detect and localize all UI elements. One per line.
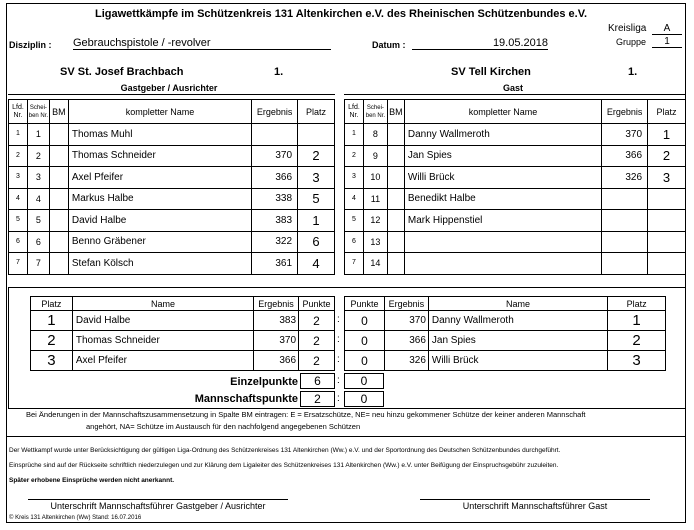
row-lfd: 4 — [352, 194, 356, 202]
summary-guest-name: Danny Wallmeroth — [431, 315, 514, 326]
col-platz: Platz — [298, 100, 335, 124]
summary-home-row — [31, 351, 335, 371]
summary-colon: : — [337, 314, 340, 325]
summary-col-ergebnis: Ergebnis — [254, 297, 299, 311]
summary-home-ergebnis: 370 — [279, 335, 297, 346]
roster-row — [9, 124, 335, 146]
row-scheibe: 9 — [372, 150, 378, 161]
kreisliga-value: A — [652, 23, 682, 35]
summary-home-table — [30, 296, 335, 371]
col-scheiben: Schei- ben Nr. — [27, 100, 49, 124]
row-lfd: 5 — [16, 216, 20, 224]
roster-row — [345, 210, 686, 232]
col-bm: BM — [387, 100, 404, 124]
summary-guest-row — [345, 311, 666, 331]
summary-home-ergebnis: 383 — [279, 315, 297, 326]
summary-home-punkte: 2 — [313, 353, 320, 368]
summary-guest-table — [344, 296, 666, 371]
row-ergebnis: 366 — [275, 171, 293, 183]
summary-platz: 2 — [47, 332, 56, 349]
row-ergebnis: 326 — [625, 171, 643, 183]
summary-home-row — [31, 331, 335, 351]
roster-row — [9, 210, 335, 232]
row-scheibe: 8 — [372, 129, 378, 140]
roster-row — [9, 188, 335, 210]
row-ergebnis: 370 — [625, 128, 643, 140]
row-lfd: 7 — [352, 259, 356, 267]
col-ergebnis: Ergebnis — [252, 100, 298, 124]
summary-col-punkte: Punkte — [299, 297, 335, 311]
summary-platz: 3 — [47, 352, 56, 369]
roster-row — [345, 124, 686, 146]
row-ergebnis: 370 — [275, 150, 293, 162]
row-name: Thomas Muhl — [71, 128, 133, 140]
row-lfd: 6 — [16, 237, 20, 245]
mannschaftspunkte-guest: 0 — [344, 391, 384, 407]
row-ergebnis: 338 — [275, 193, 293, 205]
summary-platz: 1 — [47, 312, 56, 329]
row-name: Benedikt Halbe — [407, 193, 476, 205]
row-name: Axel Pfeifer — [71, 171, 124, 183]
kreisliga-label: Kreisliga — [608, 23, 647, 34]
row-name: Stefan Kölsch — [71, 257, 134, 269]
row-platz: 5 — [312, 191, 320, 207]
row-ergebnis: 322 — [275, 236, 293, 248]
mannschaftspunkte-home: 2 — [300, 391, 335, 407]
home-header-rule — [8, 94, 335, 95]
summary-col-name: Name — [72, 297, 253, 311]
row-scheibe: 13 — [370, 236, 381, 247]
einzelpunkte-colon: : — [337, 375, 340, 386]
row-platz: 4 — [312, 255, 320, 271]
summary-col-punkte: Punkte — [345, 297, 385, 311]
sign-guest-line — [420, 499, 650, 500]
summary-guest-row — [345, 351, 666, 371]
summary-home-name: Axel Pfeifer — [75, 355, 128, 366]
col-ergebnis: Ergebnis — [602, 100, 648, 124]
row-lfd: 1 — [352, 130, 356, 138]
row-scheibe: 14 — [370, 258, 381, 269]
summary-colon: : — [337, 334, 340, 345]
guest-roster-table — [344, 99, 686, 275]
sign-home-label: Unterschrift Mannschaftsführer Gastgeber / Ausrichter — [50, 501, 266, 511]
gruppe-label: Gruppe — [616, 37, 647, 47]
row-name: Danny Wallmeroth — [407, 128, 490, 140]
row-name: Mark Hippenstiel — [407, 214, 483, 226]
bm-note-line-1: Bei Änderungen in der Mannschaftszusammensetzung in Spalte BM eintragen: E = Ersatzschütze, NE= neu hinzu gekommener Schütze der keiner anderen Mannschaft — [26, 410, 586, 419]
row-name: Benno Gräbener — [71, 236, 146, 248]
einzelpunkte-label: Einzelpunkte — [230, 376, 298, 388]
roster-row — [345, 253, 686, 275]
mannschaftspunkte-label: Mannschaftspunkte — [194, 393, 298, 405]
summary-guest-ergebnis: 326 — [409, 355, 426, 366]
col-bm: BM — [49, 100, 68, 124]
datum-label: Datum : — [372, 40, 406, 50]
roster-row — [9, 253, 335, 275]
row-scheibe: 7 — [35, 258, 41, 269]
summary-home-punkte: 2 — [313, 313, 320, 328]
guest-header-rule — [344, 94, 686, 95]
col-name: kompletter Name — [404, 100, 601, 124]
row-platz: 2 — [662, 148, 671, 164]
col-platz: Platz — [648, 100, 686, 124]
gruppe-value: 1 — [652, 36, 682, 48]
row-ergebnis: 383 — [275, 214, 293, 226]
summary-guest-name: Willi Brück — [431, 355, 479, 366]
roster-row — [345, 167, 686, 189]
guest-team-name: SV Tell Kirchen — [451, 66, 531, 78]
row-scheibe: 4 — [35, 193, 41, 204]
row-platz: 3 — [312, 169, 320, 185]
summary-col-platz: Platz — [608, 297, 666, 311]
notes-divider — [6, 436, 686, 437]
row-lfd: 3 — [352, 173, 356, 181]
row-scheibe: 11 — [370, 193, 381, 204]
row-name: Willi Brück — [407, 171, 455, 183]
summary-guest-name: Jan Spies — [431, 335, 476, 346]
summary-col-platz: Platz — [31, 297, 73, 311]
roster-row — [9, 167, 335, 189]
summary-guest-punkte: 0 — [361, 353, 368, 368]
disziplin-value: Gebrauchspistole / -revolver — [73, 37, 331, 50]
rules-line-3: Später erhobene Einsprüche werden nicht anerkannt. — [9, 477, 175, 484]
datum-value: 19.05.2018 — [412, 37, 548, 50]
rules-line-1: Der Wettkampf wurde unter Berücksichtigung der gültigen Liga-Ordnung des Schützenkreises 131 Altenkirchen (Ww.) e.V. und der Sportordnung des Deutschen Schützenbundes durchgeführt. — [9, 447, 561, 454]
summary-guest-row — [345, 331, 666, 351]
form-title: Ligawettkämpfe im Schützenkreis 131 Altenkirchen e.V. des Rheinischen Schützenbundes e.V. — [95, 8, 588, 20]
row-name: Markus Halbe — [71, 193, 134, 205]
summary-guest-ergebnis: 370 — [409, 315, 426, 326]
disziplin-label: Disziplin : — [9, 40, 52, 50]
row-scheibe: 12 — [370, 215, 381, 226]
col-lfd: Lfd. Nr. — [345, 100, 364, 124]
summary-guest-platz: 1 — [632, 312, 641, 329]
row-scheibe: 2 — [35, 150, 41, 161]
home-role: Gastgeber / Ausrichter — [120, 83, 218, 93]
row-lfd: 2 — [352, 151, 356, 159]
row-scheibe: 1 — [35, 129, 41, 140]
home-roster-table — [8, 99, 335, 275]
row-ergebnis: 361 — [275, 257, 293, 269]
col-lfd: Lfd. Nr. — [9, 100, 28, 124]
row-scheibe: 10 — [370, 172, 381, 183]
row-scheibe: 3 — [35, 172, 41, 183]
guest-team-place: 1. — [628, 66, 638, 78]
summary-home-ergebnis: 366 — [279, 355, 297, 366]
col-name: kompletter Name — [68, 100, 251, 124]
einzelpunkte-home: 6 — [300, 373, 335, 389]
row-name: Thomas Schneider — [71, 150, 156, 162]
row-scheibe: 6 — [35, 236, 41, 247]
row-scheibe: 5 — [35, 215, 41, 226]
row-lfd: 6 — [352, 237, 356, 245]
mannschaftspunkte-colon: : — [337, 393, 340, 404]
summary-guest-punkte: 0 — [361, 333, 368, 348]
summary-home-punkte: 2 — [313, 333, 320, 348]
summary-guest-punkte: 0 — [361, 313, 368, 328]
sign-guest-label: Unterschrift Mannschaftsführer Gast — [462, 501, 608, 511]
row-platz: 2 — [312, 148, 320, 164]
einzelpunkte-guest: 0 — [344, 373, 384, 389]
row-lfd: 1 — [16, 130, 20, 138]
bm-note-line-2: angehört, NA= Schütze im Austausch für den nachfolgend angegebenen Schützen — [86, 422, 361, 431]
sign-home-line — [28, 499, 288, 500]
row-lfd: 2 — [16, 151, 20, 159]
row-name: David Halbe — [71, 214, 127, 226]
summary-home-row — [31, 311, 335, 331]
summary-home-name: Thomas Schneider — [75, 335, 160, 346]
row-lfd: 7 — [16, 259, 20, 267]
row-name: Jan Spies — [407, 150, 452, 162]
roster-row — [345, 231, 686, 253]
row-platz: 6 — [312, 234, 320, 250]
rules-line-2: Einsprüche sind auf der Rückseite schriftlich niederzulegen und zur Klärung dem Ligaleiter des Schützenkreises 131 Altenkirchen (Ww.) e.V. unter Beifügung der Einspruchsgebühr zuzuleiten. — [9, 462, 559, 469]
col-scheiben: Schei- ben Nr. — [363, 100, 387, 124]
summary-guest-platz: 3 — [632, 352, 641, 369]
row-ergebnis: 366 — [625, 150, 643, 162]
summary-guest-platz: 2 — [632, 332, 641, 349]
row-lfd: 4 — [16, 194, 20, 202]
row-platz: 1 — [312, 212, 320, 228]
roster-row — [9, 145, 335, 167]
roster-row — [345, 145, 686, 167]
summary-col-name: Name — [428, 297, 607, 311]
roster-row — [9, 231, 335, 253]
footer-copyright: © Kreis 131 Altenkirchen (Ww) Stand: 16.07.2016 — [9, 515, 142, 521]
home-team-place: 1. — [274, 66, 284, 78]
summary-colon: : — [337, 354, 340, 365]
row-lfd: 3 — [16, 173, 20, 181]
roster-row — [345, 188, 686, 210]
home-team-name: SV St. Josef Brachbach — [60, 66, 184, 78]
row-platz: 3 — [662, 169, 671, 185]
summary-guest-ergebnis: 366 — [409, 335, 426, 346]
guest-role: Gast — [502, 83, 523, 93]
row-lfd: 5 — [352, 216, 356, 224]
summary-home-name: David Halbe — [75, 315, 131, 326]
summary-col-ergebnis: Ergebnis — [384, 297, 428, 311]
row-platz: 1 — [662, 126, 671, 142]
